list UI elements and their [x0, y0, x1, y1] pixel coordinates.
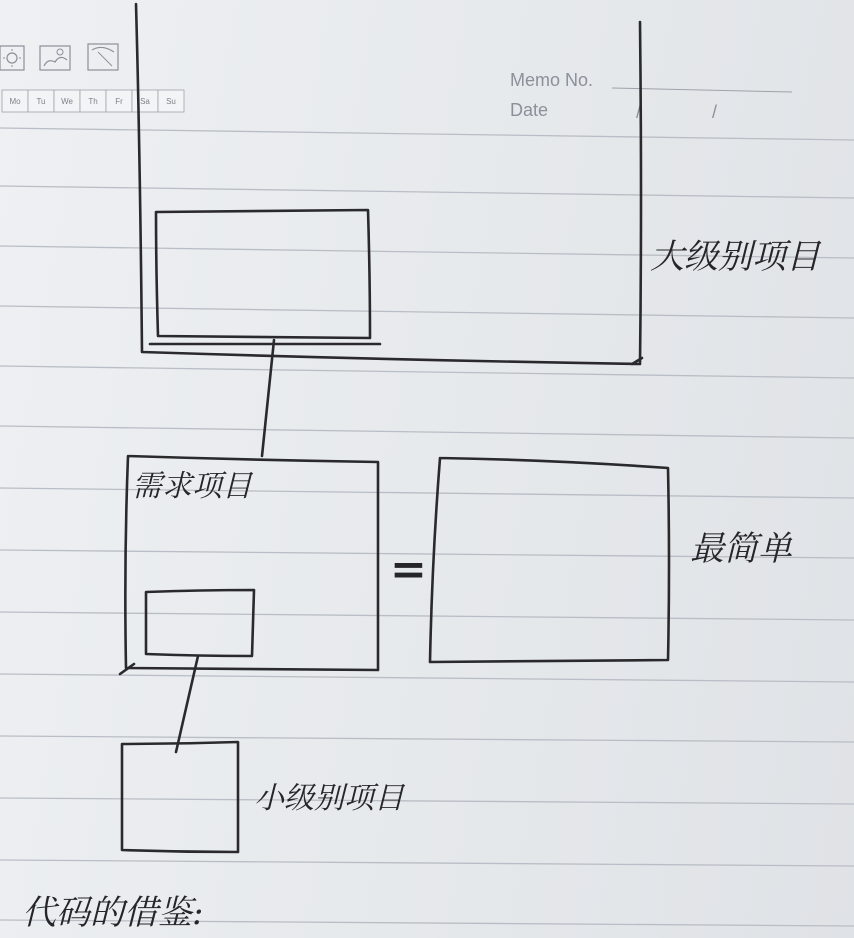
simplest-box: [430, 458, 669, 662]
small-project-box: [122, 742, 238, 852]
weekday-strip: [2, 90, 184, 112]
date-separator-1: /: [636, 102, 642, 122]
connector-large-to-requirement: [262, 340, 274, 456]
date-label: Date: [510, 100, 549, 120]
memo-no-label: Memo No.: [510, 70, 594, 90]
simplest-label: 最简单: [690, 529, 792, 569]
weekday-label-fr: Fr: [115, 97, 123, 106]
large-project-box: [136, 4, 641, 364]
weekday-label-we: We: [61, 97, 73, 106]
requirement-inner-box: [146, 590, 254, 656]
weekday-label-th: Th: [88, 97, 98, 106]
date-separator-2: /: [712, 102, 718, 122]
weekday-label-mo: Mo: [9, 97, 21, 106]
partly-cloudy-icon: [40, 46, 70, 70]
footer-note: 代码的借鉴:: [22, 893, 204, 933]
large-project-label: 大级别项目: [650, 237, 820, 277]
weekday-label-tu: Tu: [36, 97, 46, 106]
rain-icon: [88, 44, 118, 70]
requirement-project-label: 需求项目: [132, 469, 252, 504]
weekday-label-su: Su: [166, 97, 176, 106]
sunny-icon: [0, 46, 24, 70]
large-project-inner-box: [156, 210, 370, 338]
equals-sign: =: [390, 544, 427, 595]
weather-icons: [0, 44, 118, 70]
small-project-label: 小级别项目: [254, 781, 404, 816]
weekday-label-sa: Sa: [140, 97, 150, 106]
